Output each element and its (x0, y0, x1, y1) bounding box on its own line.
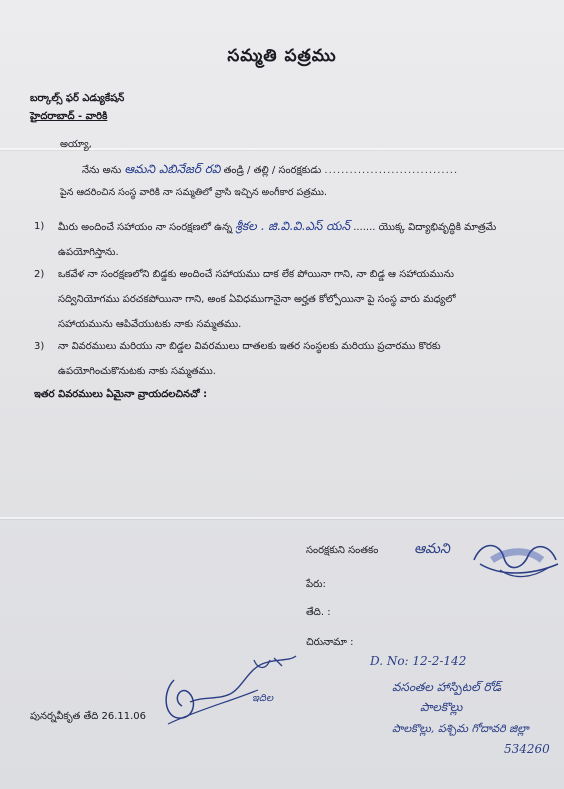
renewal-initials: ఇదిల (252, 693, 274, 704)
address-line: 534260 (504, 742, 550, 756)
intro-prefix: నేను అను (82, 165, 122, 176)
document-title: సమ్మతి పత్రము (227, 46, 337, 66)
filled-child-name: శ్రీకల . జి.వి.వి.ఎస్ యన్ (235, 219, 351, 233)
clause-2 (34, 262, 504, 338)
name-label: పేరు: (306, 579, 326, 590)
clause-text: నా వివరములు మరియు నా బిడ్డల వివరములు దాతలకు ఇతర సంస్థలకు మరియు ప్రచారము కొరకు ఉపయోగించుకొనుటకు నాకు సమ్మతము. (58, 341, 441, 377)
address-line: పాలకొల్లు, పశ్చిమ గోదావరి జిల్లా (392, 722, 529, 735)
intro-line-2: పైన ఆదరించిన సంస్థ వారికి నా సమ్మతిలో వ్రాసి ఇచ్చిన అంగీకార పత్రము. (60, 187, 327, 198)
intro-line-1 (82, 162, 458, 178)
clause-number: 1) (34, 221, 45, 232)
clause-text: ఒకవేళ నా సంరక్షణలోని బిడ్డకు అందించే సహాయము దాక లేక పోయినా గాని, నా బిడ్డ ఆ సహాయమును సద్వినియోగము పరచకపోయినా గాని, అంక ఏవిధముగానైనా అర్హత కోల్పోయినా పై సంస్థ వారు మధ్యలో సహాయమును ఆపివేయుటకు నాకు సమ్మతము. (58, 269, 456, 330)
addressee-line-2: హైదరాబాద్ - వారికి (30, 111, 108, 122)
address-line: వసంతల హాస్పిటల్ రోడ్ (392, 680, 502, 694)
intro-relation: తండ్రి / తల్లి / సంరక్షకుడు (223, 165, 322, 176)
guardian-signature-scribble (470, 530, 562, 586)
clause-number: 2) (34, 269, 45, 280)
clause-1 (34, 214, 504, 264)
date-label: తేది. : (306, 607, 331, 618)
salutation: అయ్యా, (60, 139, 92, 150)
guardian-signature-label: సంరక్షకుని సంతకం (306, 545, 379, 556)
intro-blank: ................................ (324, 165, 459, 176)
filled-guardian-name: ఆమని ఎబినేజర్ రవి (124, 162, 221, 176)
address-label: చిరునామా : (306, 637, 354, 648)
guardian-signature-text: ఆమని (414, 541, 450, 557)
addressee-line-1: బర్కాల్స్ ఫర్ ఎడ్యుకేషన్ (30, 93, 125, 104)
other-details-label: ఇతర వివరములు ఏమైనా వ్రాయదలచినచో : (34, 389, 208, 400)
address-line: D. No: 12-2-142 (370, 654, 467, 668)
clause-text: మీరు అందించే సహాయం నా సంరక్షణలో ఉన్న (58, 222, 233, 233)
clause-number: 3) (34, 341, 45, 352)
renewal-signature-scribble (158, 640, 308, 730)
clause-3 (34, 334, 504, 384)
address-line: పాలకొల్లు (420, 700, 463, 714)
paper-fold (0, 517, 564, 519)
clause-text: ....... యొక్క విద్యాభివృద్ధికి మాత్రమే ఉపయోగిస్తాను. (58, 222, 497, 258)
renewal-date-label: పునర్నవీకృత తేది 26.11.06 (30, 711, 147, 722)
